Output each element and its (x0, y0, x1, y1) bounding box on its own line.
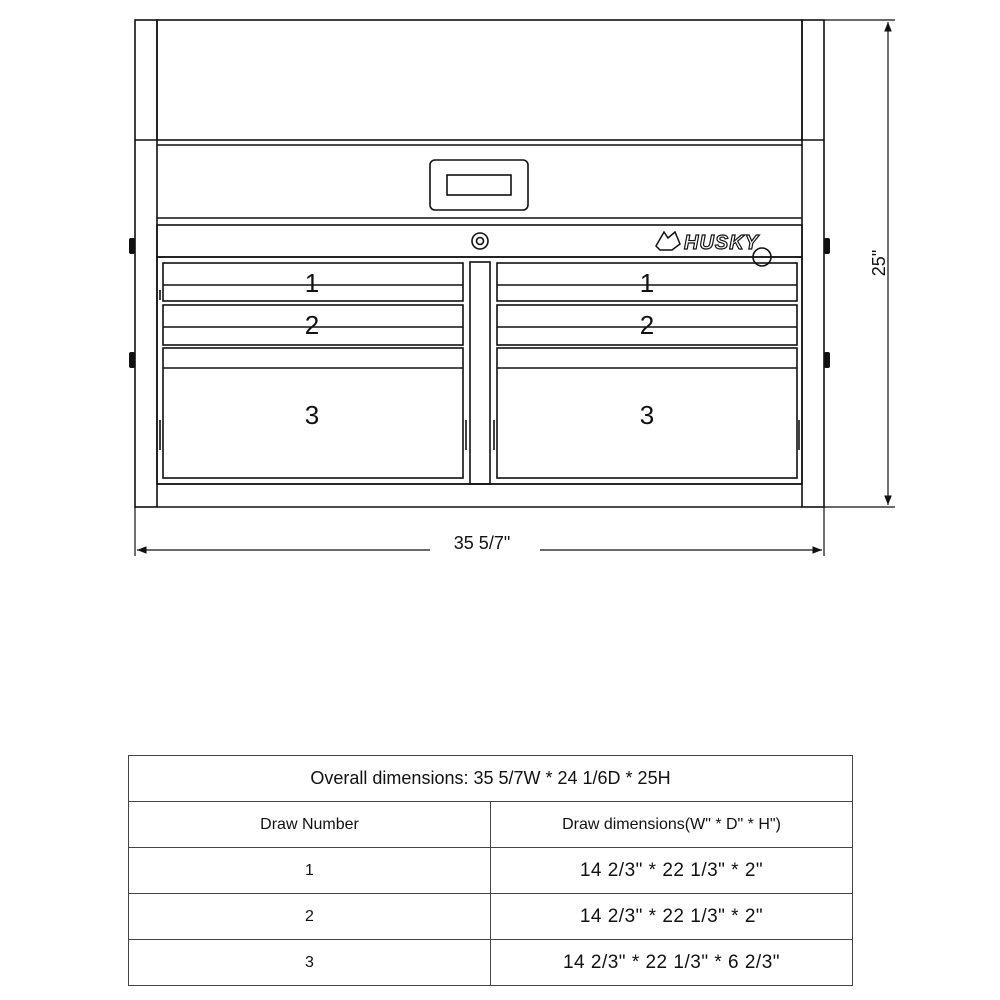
right-knob-lower (824, 352, 830, 368)
overall-dimensions: Overall dimensions: 35 5/7W * 24 1/6D * 25H (129, 756, 853, 802)
lid (157, 20, 802, 140)
table-row (129, 940, 853, 986)
brand-logo-text: HUSKY (684, 232, 760, 254)
left-drawer-2-number: 2 (304, 310, 320, 340)
right-drawer-3-number: 3 (639, 400, 655, 430)
right-side-rail (802, 20, 824, 507)
husky-dog-icon (656, 232, 680, 250)
dimensions-table (128, 755, 853, 986)
row-draw-dimensions: 14 2/3" * 22 1/3" * 2" (491, 848, 853, 894)
left-drawer-1-number: 1 (304, 268, 320, 298)
table-header-row (129, 802, 853, 848)
overall-row (129, 756, 853, 802)
handle-grip (447, 175, 511, 195)
width-dimension-label: 35 5/7" (453, 533, 511, 553)
lock-keyhole (477, 238, 484, 245)
height-dimension-label: 25" (869, 249, 889, 277)
left-knob-upper (129, 238, 135, 254)
center-divider (470, 262, 490, 484)
row-draw-number: 3 (129, 940, 491, 986)
cabinet-body (157, 257, 802, 484)
row-draw-number: 2 (129, 894, 491, 940)
lid-handle (430, 160, 528, 210)
header-draw-number: Draw Number (129, 802, 491, 848)
table-row (129, 848, 853, 894)
header-draw-dimensions: Draw dimensions(W" * D" * H") (491, 802, 853, 848)
table-row (129, 894, 853, 940)
husky-logo (656, 232, 760, 254)
left-knob-lower (129, 352, 135, 368)
row-draw-dimensions: 14 2/3" * 22 1/3" * 2" (491, 894, 853, 940)
right-knob-upper (824, 238, 830, 254)
row-draw-number: 1 (129, 848, 491, 894)
row-draw-dimensions: 14 2/3" * 22 1/3" * 6 2/3" (491, 940, 853, 986)
right-drawer-1-number: 1 (639, 268, 655, 298)
left-side-rail (135, 20, 157, 507)
right-drawer-2-number: 2 (639, 310, 655, 340)
left-drawer-3-number: 3 (304, 400, 320, 430)
lock-icon (472, 233, 488, 249)
